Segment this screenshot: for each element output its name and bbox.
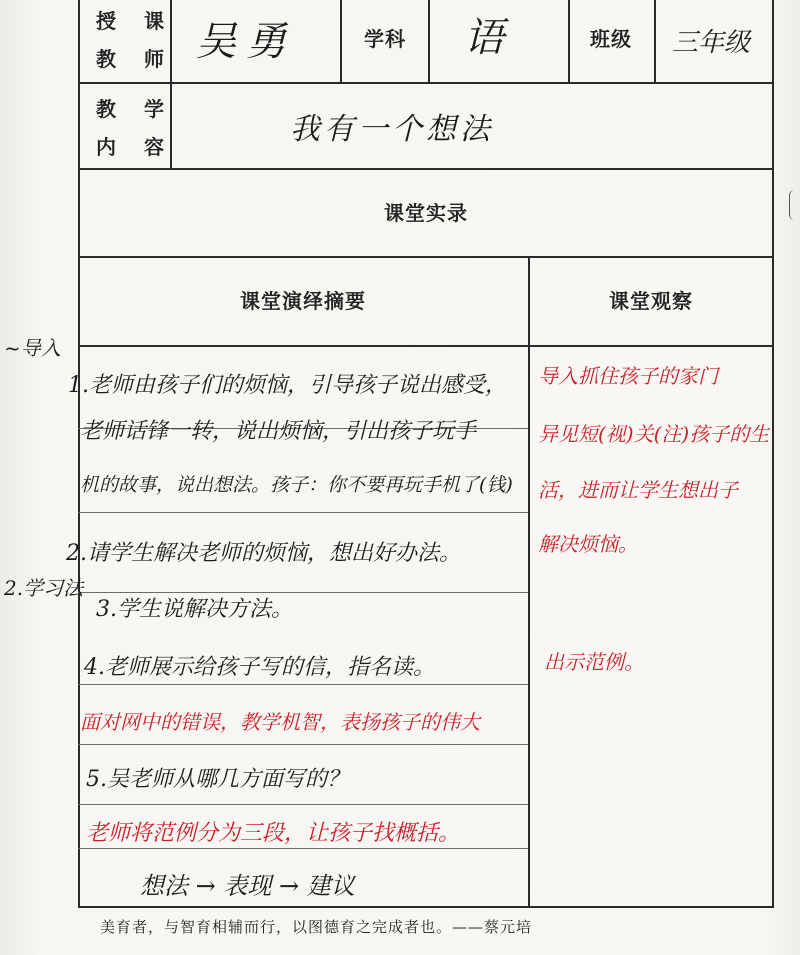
class-label: 班级 (590, 27, 632, 51)
summary-line: 老师话锋一转，说出烦恼，引出孩子玩手 (80, 419, 477, 444)
table-right-border (772, 0, 774, 908)
class-value: 三年级 (672, 28, 751, 58)
table-bottom-border (78, 906, 774, 908)
observation-note: 导入抓住孩子的家门 (538, 364, 718, 388)
content-label-line2: 内 容 (96, 135, 168, 159)
summary-line: 机的故事，说出想法。孩子：你不要再玩手机了(钱) (80, 474, 513, 496)
summary-line: 4.老师展示给孩子写的信，指名读。 (84, 655, 435, 680)
summary-line-annotation: 面对网中的错误，教学机智，表扬孩子的伟大 (80, 710, 480, 734)
teacher-name: 吴勇 (196, 19, 296, 65)
content-label-line1: 教 学 (96, 97, 168, 121)
binding-mark (789, 190, 800, 220)
label-col-divider (170, 0, 172, 168)
summary-flow: 想法 → 表现 → 建议 (140, 872, 355, 900)
subject-label-divider (428, 0, 430, 82)
ruled-line (78, 744, 528, 745)
summary-line: 2.请学生解决老师的烦恼，想出好办法。 (66, 541, 461, 566)
summary-column-title: 课堂演绎摘要 (240, 289, 366, 313)
observation-note: 活，进而让学生想出子 (538, 478, 738, 502)
header-divider-2 (78, 168, 774, 170)
observation-note: 异见短(视)关(注)孩子的生 (538, 422, 770, 446)
observation-note: 解决烦恼。 (538, 532, 638, 556)
teacher-label-line1: 授 课 (96, 9, 168, 33)
margin-note-intro: ~导入 (4, 336, 61, 360)
teacher-label-line2: 教 师 (96, 47, 168, 71)
ruled-line (78, 512, 528, 513)
observation-column-title: 课堂观察 (609, 289, 693, 313)
table-left-border (78, 0, 80, 908)
column-header-divider (78, 345, 774, 347)
body-column-divider (528, 256, 530, 906)
section-title: 课堂实录 (384, 201, 468, 225)
footer-quote: 美育者，与智育相辅而行，以图德育之完成者也。——蔡元培 (100, 918, 533, 936)
header-divider-1 (78, 82, 774, 84)
class-label-divider (654, 0, 656, 82)
ruled-line (78, 684, 528, 685)
subject-label: 学科 (364, 27, 406, 51)
section-divider (78, 256, 774, 258)
subject-value: 语 (464, 15, 504, 61)
ruled-line (78, 804, 528, 805)
ruled-line (78, 848, 528, 849)
name-col-divider (340, 0, 342, 82)
lesson-topic: 我有一个想法 (290, 112, 494, 147)
summary-line: 1.老师由孩子们的烦恼，引导孩子说出感受， (68, 373, 507, 398)
summary-line: 3.学生说解决方法。 (96, 597, 293, 622)
margin-note-study: 2.学习法 (4, 576, 84, 600)
observation-note: 出示范例。 (544, 650, 644, 674)
summary-line-annotation: 老师将范例分为三段，让孩子找概括。 (86, 821, 461, 846)
subject-value-divider (568, 0, 570, 82)
summary-line: 5.吴老师从哪几方面写的？ (86, 767, 349, 792)
